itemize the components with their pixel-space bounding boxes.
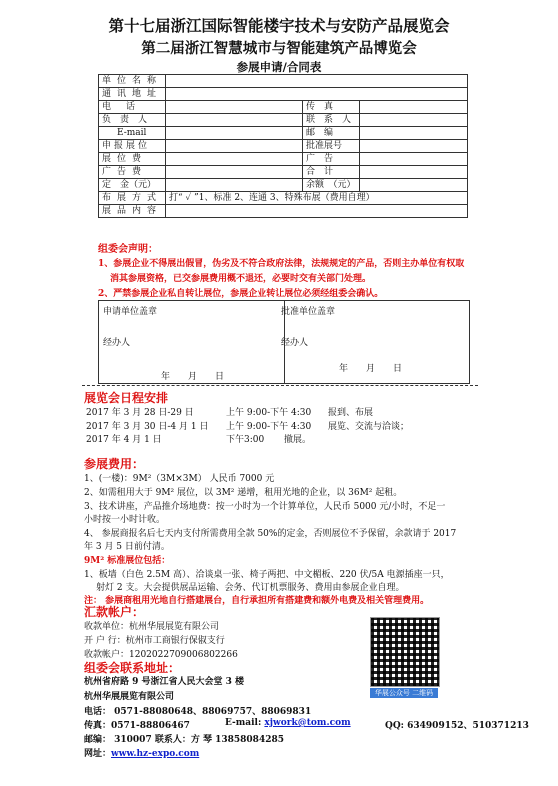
- contact-email-row: [225, 718, 351, 728]
- email-field[interactable]: [166, 127, 303, 140]
- account-title: 汇款帐户：: [84, 605, 145, 619]
- address-label: 通讯地址: [99, 88, 166, 101]
- schedule-time-2: 上午 9:00-下午 4:30: [226, 422, 312, 432]
- notice-line-1: 1、参展企业不得展出假冒，伪劣及不符合政府法律，法规规定的产品，否则主办单位有权取消其参展资格，已交参展费用概不退还，必要时交有关部门处理。: [98, 259, 465, 284]
- ad-label: 广 告: [303, 153, 360, 166]
- contact-fax: 传真：0571-88806467: [84, 721, 190, 731]
- contact-address: 杭州省府路 9 号浙江省人民大会堂 3 楼: [84, 677, 245, 687]
- applicant-handler-label: 经办人: [103, 338, 131, 348]
- phone-field[interactable]: [166, 101, 303, 114]
- deposit-field[interactable]: [166, 179, 303, 192]
- contact-company: 杭州华展展览有限公司: [84, 692, 175, 702]
- form-title: 参展申请/合同表: [236, 60, 322, 74]
- approver-date-label: 年 月 日: [339, 364, 403, 374]
- notice-line-2: 2、严禁参展企业私自转让展位，参展企业转让展位必须经组委会确认。: [98, 289, 384, 299]
- booth-field[interactable]: [166, 140, 303, 153]
- schedule-event-3: 撤展。: [284, 435, 312, 445]
- contact-title: 组委会联系地址：: [84, 661, 181, 675]
- leader-label: 负 责 人: [99, 114, 166, 127]
- balance-field[interactable]: [360, 179, 468, 192]
- deposit-label: 定 金（元）: [99, 179, 166, 192]
- account-number: 收款帐户：1202022709006802266: [84, 650, 238, 660]
- schedule-date-2: 2017 年 3 月 30 日-4 月 1 日: [86, 422, 209, 432]
- email-link[interactable]: xjwork@tom.com: [264, 718, 351, 728]
- web-label: 网址：: [84, 749, 112, 759]
- contact-field[interactable]: [360, 114, 468, 127]
- ad-fee-field[interactable]: [166, 166, 303, 179]
- schedule-event-1: 报到、布展: [328, 408, 374, 418]
- standard-booth-title: 9M² 标准展位包括：: [84, 556, 171, 566]
- notice-title: 组委会声明：: [98, 244, 158, 255]
- unit-name-field[interactable]: [166, 75, 468, 88]
- postcode-field[interactable]: [360, 127, 468, 140]
- total-label: 合 计: [303, 166, 360, 179]
- contact-postcode: 邮编： 310007 联系人：方 琴 13858084285: [84, 735, 284, 745]
- schedule-time-1: 上午 9:00-下午 4:30: [226, 408, 312, 418]
- fax-field[interactable]: [360, 101, 468, 114]
- standard-booth-line-2: 射灯 2 支。大会提供展品运输、会务、代订机票服务、费用由参展企业自理。: [96, 583, 405, 593]
- page-subtitle: 第二届浙江智慧城市与智能建筑产品博览会: [141, 41, 417, 57]
- contact-qq: QQ: 634909152、510371213: [385, 721, 529, 731]
- applicant-seal-area[interactable]: [99, 301, 285, 383]
- schedule-date-1: 2017 年 3 月 28 日-29 日: [86, 408, 194, 418]
- signature-section: [98, 300, 470, 384]
- booth-fee-field[interactable]: [166, 153, 303, 166]
- approver-seal-label: 批准单位盖章: [281, 307, 336, 317]
- page-title: 第十七届浙江国际智能楼宇技术与安防产品展览会: [108, 17, 450, 35]
- applicant-seal-label: 申请单位盖章: [103, 307, 158, 317]
- account-bank: 开 户 行：杭州市工商银行保俶支行: [84, 636, 225, 646]
- contact-web-row: [84, 746, 199, 759]
- website-link[interactable]: www.hz-expo.com: [111, 749, 200, 759]
- schedule-title: 展览会日程安排: [84, 391, 169, 405]
- fee-line-4b: 年 3 月 5 日前付清。: [84, 542, 170, 552]
- leader-field[interactable]: [166, 114, 303, 127]
- layout-label: 布展方式: [99, 192, 166, 205]
- schedule-date-3: 2017 年 4 月 1 日: [86, 435, 162, 445]
- fee-line-3b: 小时按一小时计收。: [84, 515, 166, 525]
- fee-line-1: 1、(一楼)：9M²（3M×3M） 人民币 7000 元: [84, 474, 275, 484]
- account-payee: 收款单位：杭州华展展览有限公司: [84, 622, 220, 632]
- schedule-time-3: 下午3:00: [226, 435, 265, 445]
- fee-line-2: 2、如需租用大于 9M² 展位，以 3M² 递增，租用光地的企业，以 36M² 起租。: [84, 488, 403, 498]
- booth-label: 申报展位: [99, 140, 166, 153]
- email-label: E-mail:: [225, 718, 265, 728]
- fee-line-3a: 3、技术讲座，产品推介场地费：按一小时为一个计算单位，人民币 5000 元/小时，不足一: [84, 502, 446, 512]
- cut-line: [82, 385, 478, 386]
- qr-code-icon: [370, 617, 440, 687]
- balance-label: 余额 （元）: [303, 179, 360, 192]
- booth-fee-label: 展位费: [99, 153, 166, 166]
- schedule-event-2: 展览、交流与洽谈；: [328, 422, 410, 432]
- content-label: 展品内容: [99, 205, 166, 218]
- email-label: E-mail: [99, 127, 166, 140]
- fees-title: 参展费用：: [84, 457, 145, 471]
- approved-no-field[interactable]: [360, 140, 468, 153]
- fee-line-4a: 4、 参展商报名后七天内支付所需费用全款 50%的定金，否则展位不予保留，余款请于 2017: [84, 529, 457, 539]
- approved-no-label: 批准展号: [303, 140, 360, 153]
- applicant-date-label: 年 月 日: [161, 372, 225, 382]
- contact-tel: 电话： 0571-88080648、88069757、88069831: [84, 707, 312, 717]
- contact-label: 联 系 人: [303, 114, 360, 127]
- postcode-label: 邮 编: [303, 127, 360, 140]
- fax-label: 传 真: [303, 101, 360, 114]
- approver-handler-label: 经办人: [281, 338, 309, 348]
- phone-label: 电 话: [99, 101, 166, 114]
- standard-booth-line-1: 1、板墙（白色 2.5M 高）、洽谈桌一张、椅子两把、中文楣板、220 伏/5A 电源插座一只，: [84, 570, 450, 580]
- content-field[interactable]: [166, 205, 468, 218]
- layout-options[interactable]: 打“ ✓ ”1、标准 2、连通 3、特殊布展（费用自理）: [166, 192, 468, 205]
- unit-name-label: 单位名称: [99, 75, 166, 88]
- address-field[interactable]: [166, 88, 468, 101]
- qr-caption: 华展公众号 二维码: [370, 688, 438, 698]
- approver-seal-area[interactable]: [277, 301, 462, 383]
- application-form-table: [98, 74, 468, 218]
- total-field[interactable]: [360, 166, 468, 179]
- fees-note: 注： 参展商租用光地自行搭建展台，自行承担所有搭建费和额外电费及相关管理费用。: [84, 596, 430, 606]
- ad-fee-label: 广告费: [99, 166, 166, 179]
- ad-field[interactable]: [360, 153, 468, 166]
- committee-notice: [98, 242, 468, 302]
